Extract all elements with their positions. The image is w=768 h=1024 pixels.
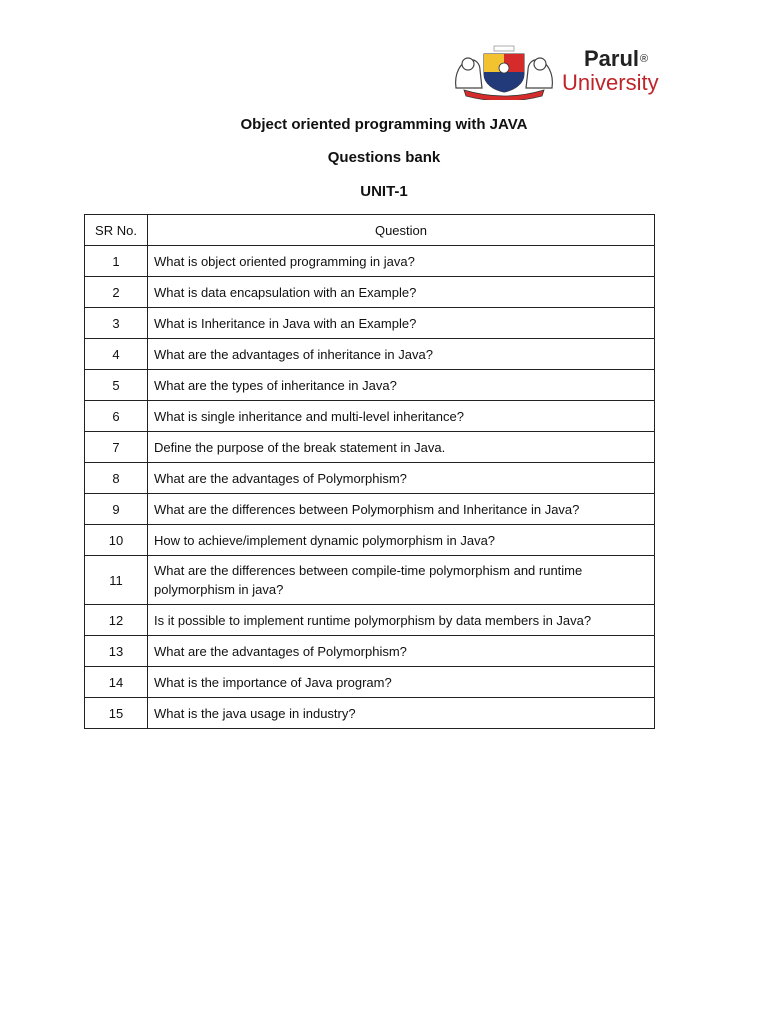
row-question: What is data encapsulation with an Example? bbox=[148, 277, 655, 308]
table-row bbox=[85, 432, 655, 463]
row-sr-no: 14 bbox=[85, 667, 148, 698]
logo-brand: Parul® bbox=[584, 46, 649, 71]
row-question: What are the advantages of Polymorphism? bbox=[148, 636, 655, 667]
row-sr-no: 11 bbox=[85, 556, 148, 605]
table-row bbox=[85, 525, 655, 556]
table-row bbox=[85, 556, 655, 605]
row-sr-no: 9 bbox=[85, 494, 148, 525]
table-row bbox=[85, 370, 655, 401]
row-question: What is Inheritance in Java with an Example? bbox=[148, 308, 655, 339]
unit-heading: UNIT-1 bbox=[360, 183, 408, 200]
header-sr-no: SR No. bbox=[85, 215, 148, 246]
row-question: What are the differences between compile-time polymorphism and runtime polymorphism in java? bbox=[154, 563, 583, 597]
table-row bbox=[85, 401, 655, 432]
row-sr-no: 12 bbox=[85, 605, 148, 636]
row-sr-no: 15 bbox=[85, 698, 148, 729]
row-sr-no: 6 bbox=[85, 401, 148, 432]
row-question: What is the java usage in industry? bbox=[148, 698, 655, 729]
row-sr-no: 7 bbox=[85, 432, 148, 463]
logo-subtitle: University bbox=[562, 70, 659, 95]
row-question-cell bbox=[148, 556, 655, 605]
table-row bbox=[85, 246, 655, 277]
table-row bbox=[85, 636, 655, 667]
table-row bbox=[85, 494, 655, 525]
row-question: What is object oriented programming in java? bbox=[148, 246, 655, 277]
row-question: What is single inheritance and multi-level inheritance? bbox=[148, 401, 655, 432]
row-sr-no: 13 bbox=[85, 636, 148, 667]
table-row bbox=[85, 463, 655, 494]
university-emblem-icon bbox=[450, 44, 558, 100]
row-question: What are the advantages of inheritance in Java? bbox=[148, 339, 655, 370]
row-sr-no: 1 bbox=[85, 246, 148, 277]
row-question: What is the importance of Java program? bbox=[148, 667, 655, 698]
question-table bbox=[84, 214, 655, 729]
header-question: Question bbox=[148, 215, 655, 246]
row-question: What are the advantages of Polymorphism? bbox=[148, 463, 655, 494]
university-logo bbox=[450, 44, 690, 100]
table-row bbox=[85, 339, 655, 370]
document-subtitle: Questions bank bbox=[327, 149, 441, 166]
row-sr-no: 4 bbox=[85, 339, 148, 370]
table-row bbox=[85, 277, 655, 308]
table-row bbox=[85, 667, 655, 698]
row-question: Define the purpose of the break statement in Java. bbox=[148, 432, 655, 463]
row-sr-no: 8 bbox=[85, 463, 148, 494]
table-row bbox=[85, 698, 655, 729]
table-header-row bbox=[85, 215, 655, 246]
row-sr-no: 10 bbox=[85, 525, 148, 556]
table-row bbox=[85, 308, 655, 339]
row-question: What are the differences between Polymorphism and Inheritance in Java? bbox=[148, 494, 655, 525]
row-sr-no: 2 bbox=[85, 277, 148, 308]
row-question: Is it possible to implement runtime polymorphism by data members in Java? bbox=[148, 605, 655, 636]
table-row bbox=[85, 605, 655, 636]
document-title: Object oriented programming with JAVA bbox=[240, 116, 528, 133]
row-question: How to achieve/implement dynamic polymorphism in Java? bbox=[148, 525, 655, 556]
row-sr-no: 3 bbox=[85, 308, 148, 339]
row-sr-no: 5 bbox=[85, 370, 148, 401]
row-question: What are the types of inheritance in Java? bbox=[148, 370, 655, 401]
registered-mark: ® bbox=[640, 53, 649, 65]
